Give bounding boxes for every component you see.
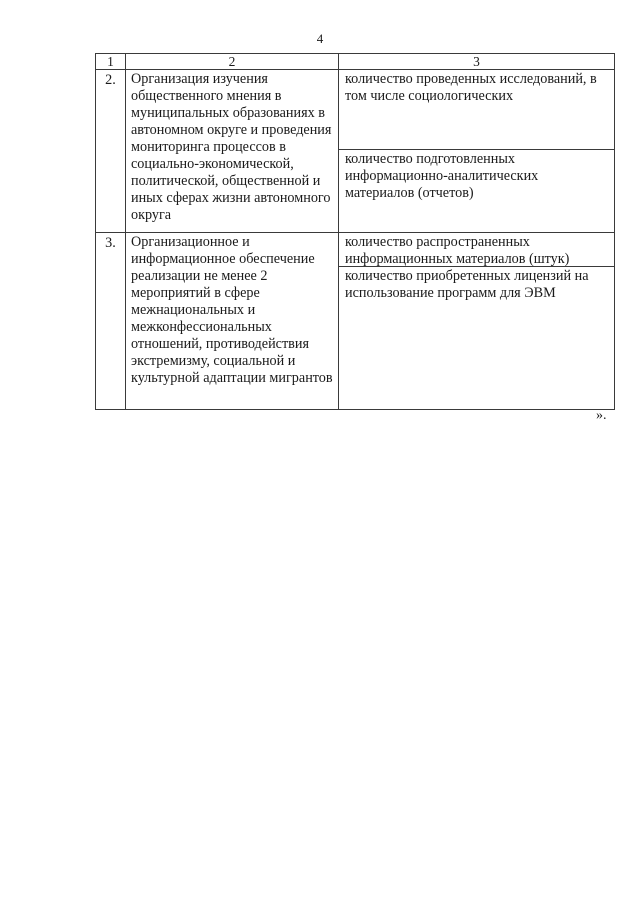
column-header-2: 2 (126, 54, 339, 70)
indicators-cell (339, 70, 615, 233)
indicators-cell (339, 233, 615, 410)
column-header-1: 1 (96, 54, 126, 70)
row-number: 3. (96, 233, 126, 410)
indicator-item: количество проведенных исследований, в том числе социологических (339, 70, 614, 150)
indicator-item: количество подготовленных информационно-аналитических материалов (отчетов) (345, 151, 539, 201)
row-number: 2. (96, 70, 126, 233)
indicator-item: количество распространенных информационных материалов (штук) (339, 233, 614, 267)
activity-name: Организационное и информационное обеспечение реализации не менее 2 мероприятий в сфере межнациональных и межконфессиональных отношений, противодействия экстремизму, социальной и культурной адаптации мигрантов (126, 233, 339, 410)
table-row (96, 233, 615, 410)
table-row (96, 70, 615, 233)
program-indicators-table (95, 53, 615, 410)
table-header-row (96, 54, 615, 70)
indicator-item: количество приобретенных лицензий на использование программ для ЭВМ (345, 268, 589, 301)
closing-quote-mark: ». (596, 408, 607, 423)
page-number: 4 (316, 31, 324, 46)
activity-name: Организация изучения общественного мнения в муниципальных образованиях в автономном округе и проведения мониторинга процессов в социально-экономической, политической, общественной и иных сферах жизни автономного округа (126, 70, 339, 233)
column-header-3: 3 (339, 54, 615, 70)
